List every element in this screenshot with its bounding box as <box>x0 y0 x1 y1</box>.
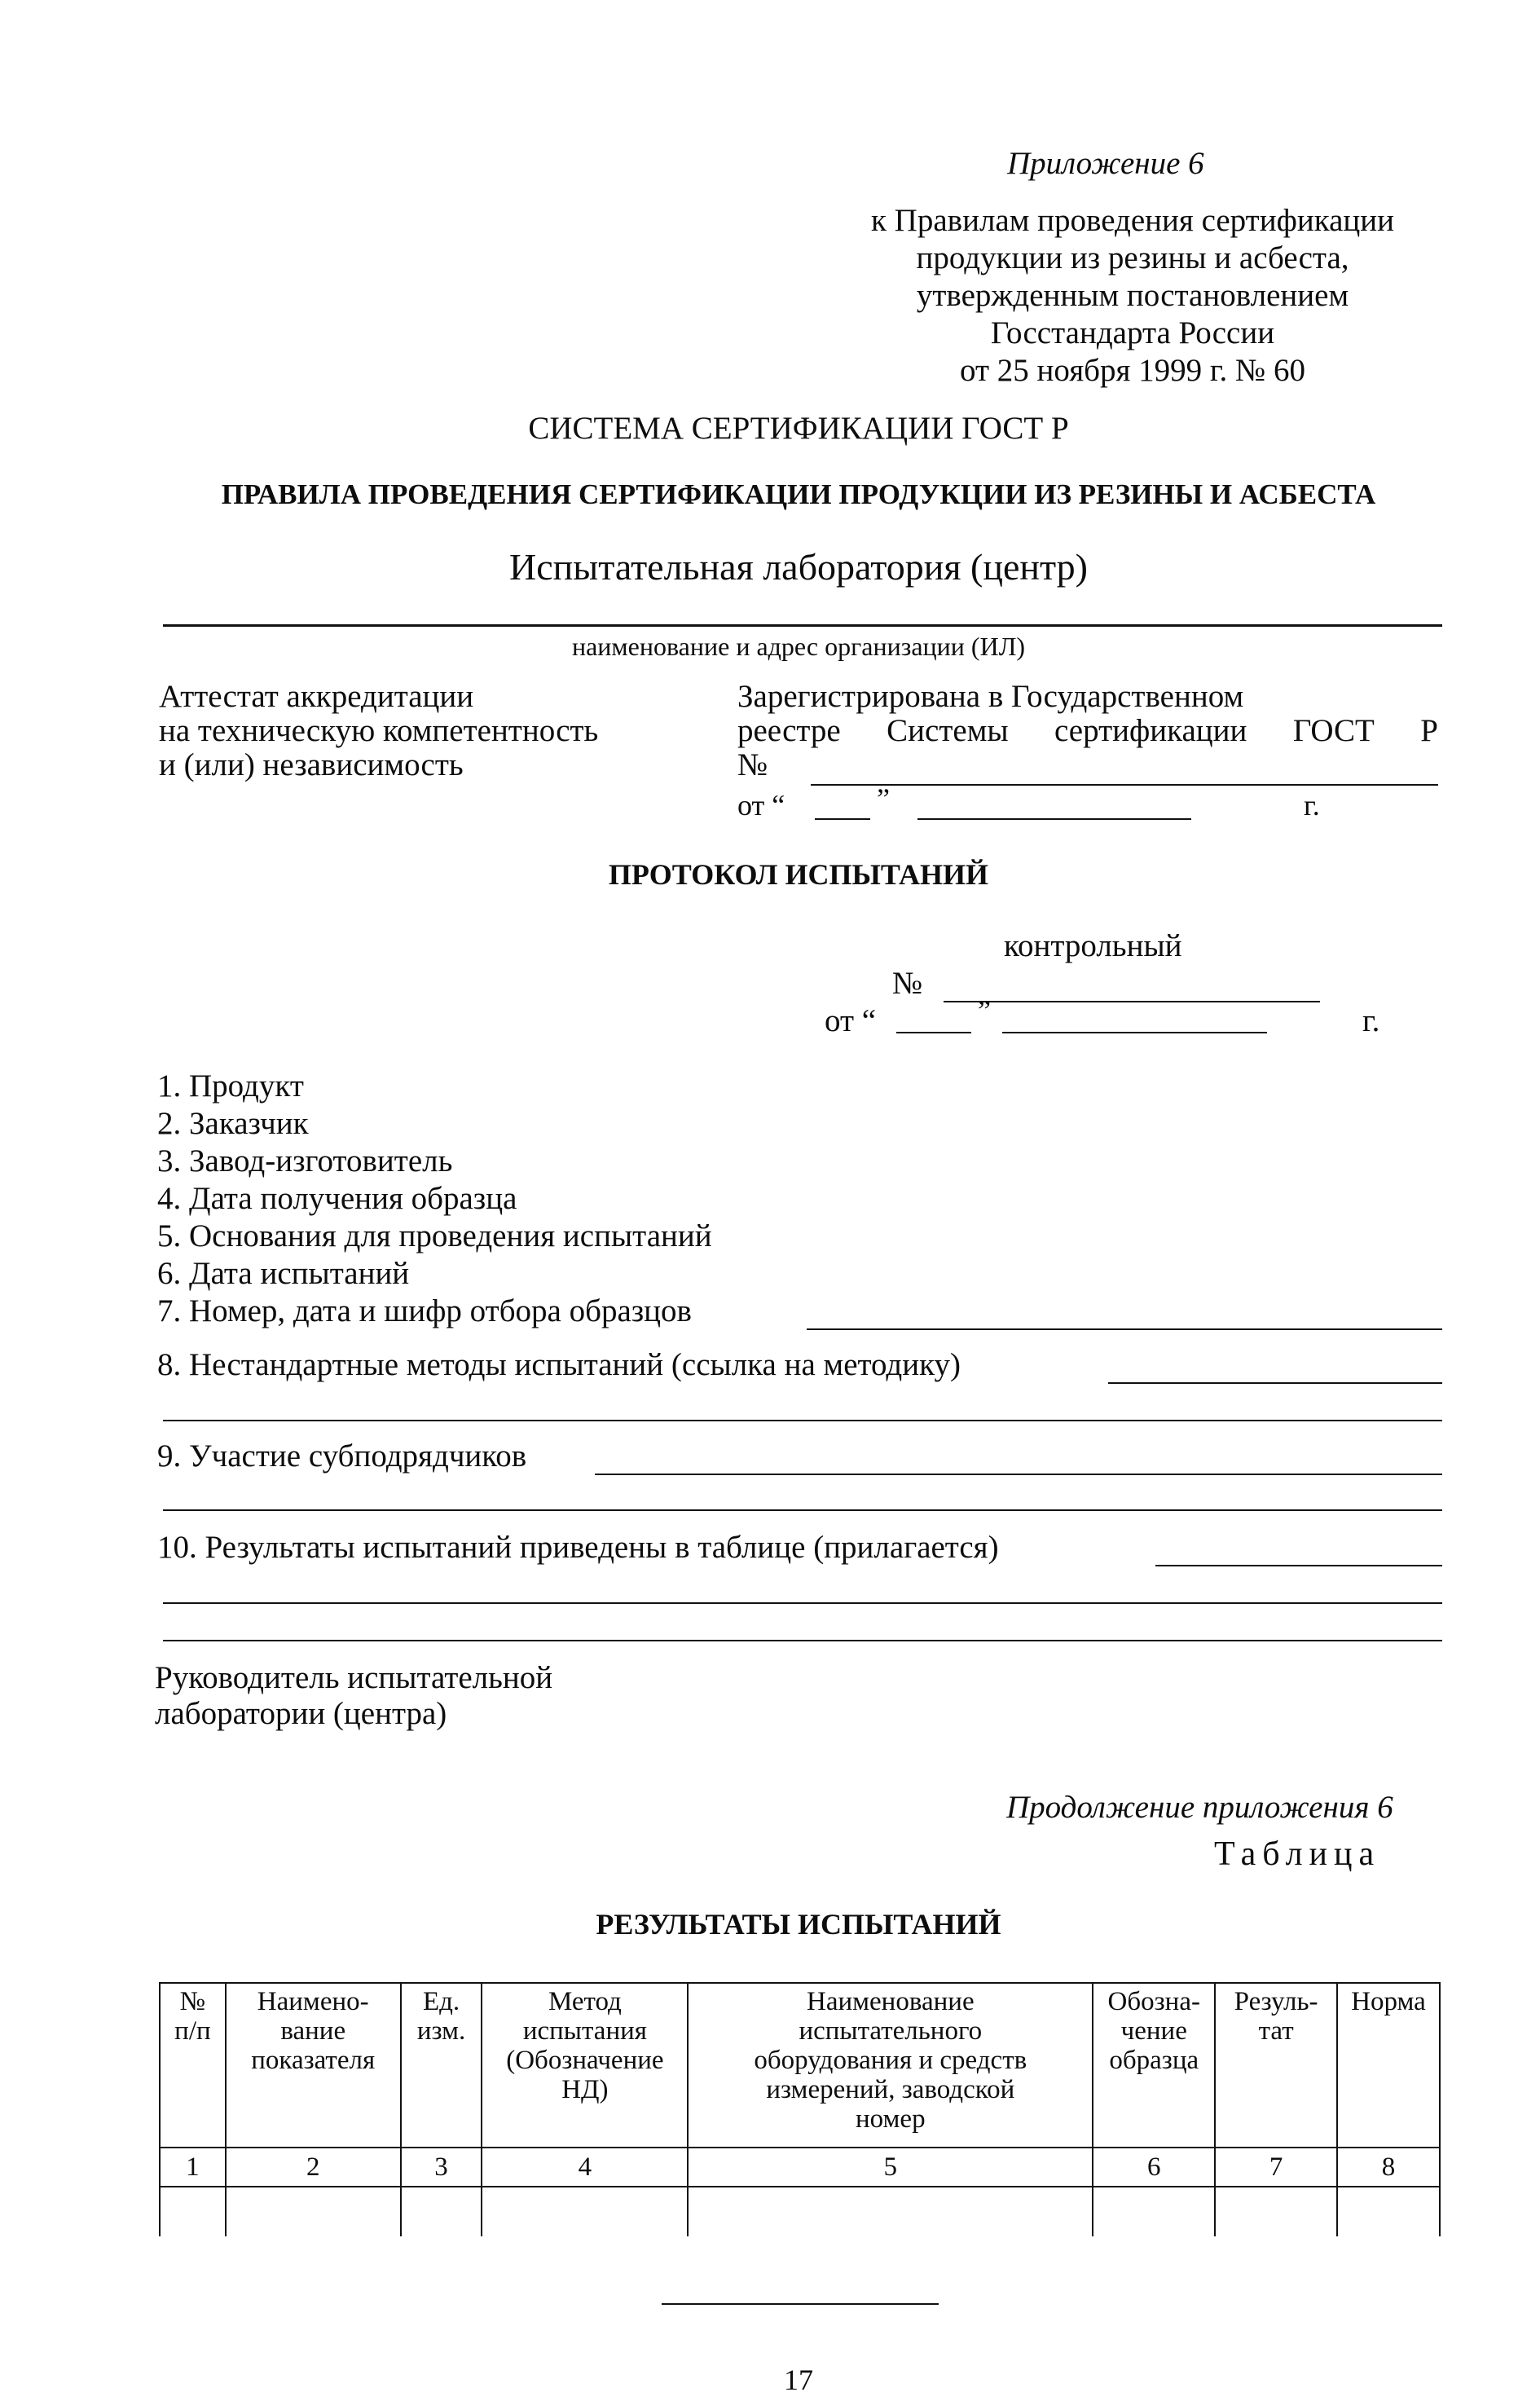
registration-year-label: г. <box>1304 789 1320 822</box>
appendix-line-1: к Правилам проведения сертификации <box>870 203 1394 238</box>
item-sample-date: 4. Дата получения образца <box>157 1181 517 1216</box>
attestat-line-3: и (или) независимость <box>159 747 464 782</box>
registration-date-quote: ” <box>877 782 890 815</box>
item-results-line-3[interactable] <box>163 1640 1442 1641</box>
col-number-2: 2 <box>226 2148 401 2187</box>
col-header-norm: Норма <box>1337 1983 1440 2148</box>
registration-day-field[interactable] <box>815 818 870 820</box>
item-grounds: 5. Основания для проведения испытаний <box>157 1218 712 1253</box>
registration-word-2: Системы <box>887 713 1009 748</box>
registration-word-1: реестре <box>737 713 841 748</box>
table-cell[interactable] <box>1337 2187 1440 2236</box>
appendix-line-2: продукции из резины и асбеста, <box>916 240 1349 275</box>
registration-word-5: Р <box>1420 713 1438 748</box>
appendix-title: Приложение 6 <box>1007 146 1204 181</box>
appendix-line-3: утвержденным постановлением <box>916 278 1349 313</box>
results-table <box>159 1982 1441 2236</box>
head-signature-line-2: лаборатории (центра) <box>155 1696 447 1731</box>
item-nonstandard-methods-field[interactable] <box>1108 1382 1442 1384</box>
table-cell[interactable] <box>226 2187 401 2236</box>
col-header-unit: Ед. изм. <box>401 1983 482 2148</box>
item-nonstandard-methods: 8. Нестандартные методы испытаний (ссылка на методику) <box>157 1347 961 1382</box>
rules-title: ПРАВИЛА ПРОВЕДЕНИЯ СЕРТИФИКАЦИИ ПРОДУКЦИИ ИЗ РЕЗИНЫ И АСБЕСТА <box>221 478 1376 510</box>
attestat-line-1: Аттестат аккредитации <box>159 679 474 714</box>
registration-line-2 <box>737 712 1438 750</box>
item-product: 1. Продукт <box>157 1068 304 1104</box>
table-number-row <box>160 2148 1440 2187</box>
item-results-field[interactable] <box>1155 1565 1442 1566</box>
item-subcontractors: 9. Участие субподрядчиков <box>157 1438 527 1474</box>
protocol-number-field[interactable] <box>944 1001 1320 1002</box>
col-header-number: № п/п <box>160 1983 226 2148</box>
protocol-control-label: контрольный <box>1004 928 1182 963</box>
item-customer: 2. Заказчик <box>157 1106 309 1141</box>
protocol-month-field[interactable] <box>1002 1032 1267 1033</box>
item-sampling-field[interactable] <box>807 1328 1442 1330</box>
col-number-6: 6 <box>1093 2148 1215 2187</box>
protocol-year-label: г. <box>1362 1003 1380 1038</box>
item-results: 10. Результаты испытаний приведены в таблице (прилагается) <box>157 1530 999 1565</box>
org-caption: наименование и адрес организации (ИЛ) <box>571 632 1026 661</box>
protocol-title: ПРОТОКОЛ ИСПЫТАНИЙ <box>608 858 989 891</box>
attestat-line-2: на техническую компетентность <box>159 713 599 748</box>
protocol-day-field[interactable] <box>896 1032 971 1033</box>
page-number: 17 <box>784 2364 813 2396</box>
item-subcontractors-line-2[interactable] <box>163 1509 1442 1511</box>
registration-line-1: Зарегистрирована в Государственном <box>737 679 1244 714</box>
table-row[interactable] <box>160 2187 1440 2236</box>
table-label: Таблица <box>1214 1835 1381 1873</box>
table-cell[interactable] <box>1215 2187 1337 2236</box>
registration-word-3: сертификации <box>1054 713 1247 748</box>
appendix-line-4: Госстандарта России <box>990 315 1275 350</box>
footer-rule <box>662 2303 939 2305</box>
registration-month-field[interactable] <box>917 818 1191 820</box>
col-number-1: 1 <box>160 2148 226 2187</box>
protocol-date-from: от “ <box>825 1003 877 1038</box>
org-line <box>163 624 1442 627</box>
col-header-result: Резуль- тат <box>1215 1983 1337 2148</box>
col-number-8: 8 <box>1337 2148 1440 2187</box>
continuation-label: Продолжение приложения 6 <box>1006 1790 1393 1825</box>
appendix-line-5: от 25 ноября 1999 г. № 60 <box>960 353 1305 388</box>
table-cell[interactable] <box>688 2187 1093 2236</box>
col-number-3: 3 <box>401 2148 482 2187</box>
col-number-4: 4 <box>482 2148 688 2187</box>
protocol-number-label: № <box>892 966 923 1001</box>
col-header-indicator: Наимено- вание показателя <box>226 1983 401 2148</box>
table-cell[interactable] <box>160 2187 226 2236</box>
results-title: РЕЗУЛЬТАТЫ ИСПЫТАНИЙ <box>596 1908 1001 1941</box>
item-manufacturer: 3. Завод-изготовитель <box>157 1143 453 1178</box>
col-header-sample: Обозна- чение образца <box>1093 1983 1215 2148</box>
table-cell[interactable] <box>1093 2187 1215 2236</box>
item-results-line-2[interactable] <box>163 1602 1442 1604</box>
head-signature-line-1: Руководитель испытательной <box>155 1660 553 1695</box>
col-header-equipment: Наименование испытательного оборудования и средств измерений, заводской номер <box>688 1983 1093 2148</box>
registration-word-4: ГОСТ <box>1292 713 1375 748</box>
col-header-method: Метод испытания (Обозначение НД) <box>482 1983 688 2148</box>
col-number-5: 5 <box>688 2148 1093 2187</box>
registration-number-label: № <box>737 747 768 782</box>
item-sampling: 7. Номер, дата и шифр отбора образцов <box>157 1293 692 1328</box>
item-test-date: 6. Дата испытаний <box>157 1256 410 1291</box>
item-subcontractors-field[interactable] <box>595 1474 1442 1475</box>
table-cell[interactable] <box>482 2187 688 2236</box>
system-title: СИСТЕМА СЕРТИФИКАЦИИ ГОСТ Р <box>528 411 1069 446</box>
lab-title: Испытательная лаборатория (центр) <box>509 546 1088 588</box>
registration-number-field[interactable] <box>811 784 1438 786</box>
col-number-7: 7 <box>1215 2148 1337 2187</box>
protocol-date-quote: ” <box>978 994 991 1027</box>
registration-date-from: от “ <box>737 789 785 822</box>
table-cell[interactable] <box>401 2187 482 2236</box>
item-nonstandard-methods-line-2[interactable] <box>163 1420 1442 1421</box>
